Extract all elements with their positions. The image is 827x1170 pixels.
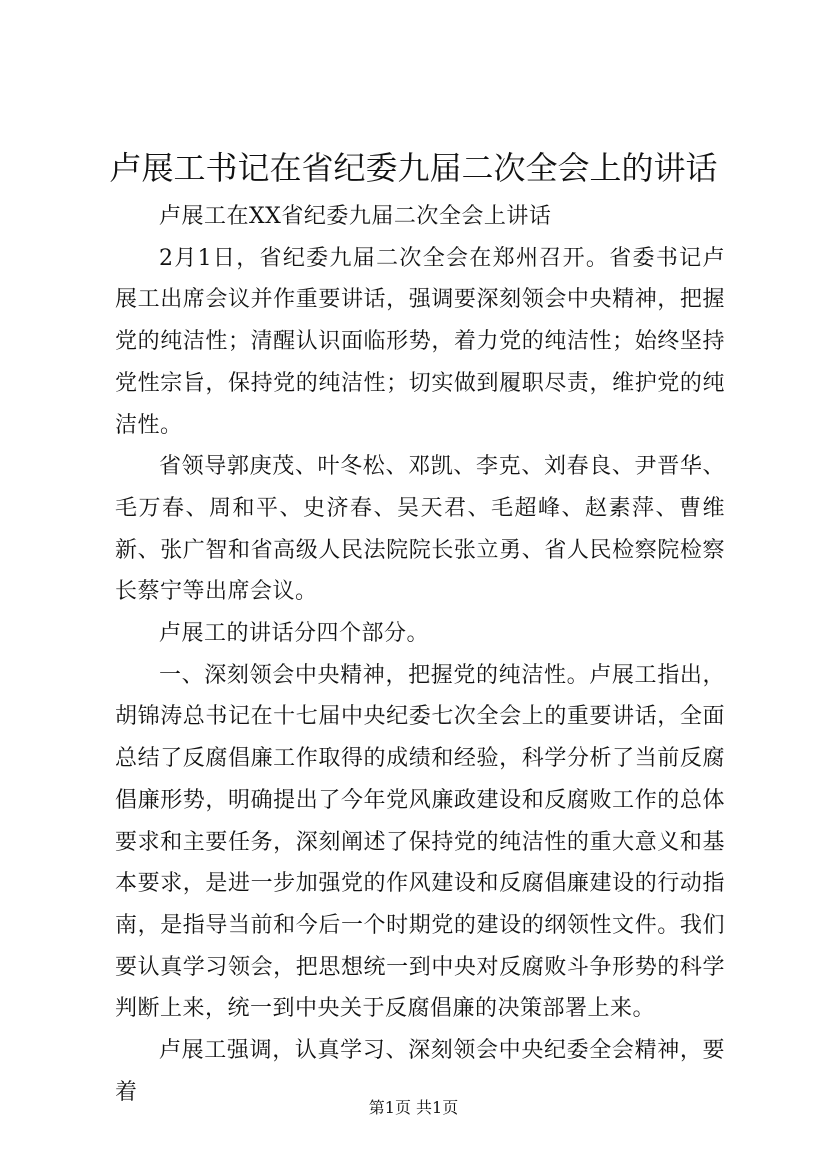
body-paragraph: 卢展工的讲话分四个部分。 xyxy=(159,621,430,647)
subtitle-paragraph: 卢展工在XX省纪委九届二次全会上讲话 xyxy=(159,204,552,229)
body-paragraph: 2月1日，省纪委九届二次全会在郑州召开。省委书记卢展工出席会议并作重要讲话，强调要深刻领会中央精神，把握党的纯洁性；清醒认识面临形势，着力党的纯洁性；始终坚持党性宗旨，保持党的纯洁性；切实做到履职尽责，维护党的纯洁性。 xyxy=(115,245,725,438)
page-number-footer: 第1页 共1页 xyxy=(368,1098,459,1117)
body-paragraph: 卢展工强调，认真学习、深刻领会中央纪委全会精神，要着 xyxy=(115,1038,725,1105)
body-paragraph: 省领导郭庚茂、叶冬松、邓凯、李克、刘春良、尹晋华、毛万春、周和平、史济春、吴天君、毛超峰、赵素萍、曹维新、张广智和省高级人民法院院长张立勇、省人民检察院检察长蔡宁等出席会议。 xyxy=(115,454,725,605)
body-paragraph: 一、深刻领会中央精神，把握党的纯洁性。卢展工指出，胡锦涛总书记在十七届中央纪委七次全会上的重要讲话，全面总结了反腐倡廉工作取得的成绩和经验，科学分析了当前反腐倡廉形势，明确提出了今年党风廉政建设和反腐败工作的总体要求和主要任务，深刻阐述了保持党的纯洁性的重大意义和基本要求，是进一步加强党的作风建设和反腐倡廉建设的行动指南，是指导当前和今后一个时期党的建设的纲领性文件。我们要认真学习领会，把思想统一到中央对反腐败斗争形势的科学判断上来，统一到中央关于反腐倡廉的决策部署上来。 xyxy=(115,662,725,1022)
document-body xyxy=(115,196,725,1113)
document-title: 卢展工书记在省纪委九届二次全会上的讲话 xyxy=(109,149,718,187)
